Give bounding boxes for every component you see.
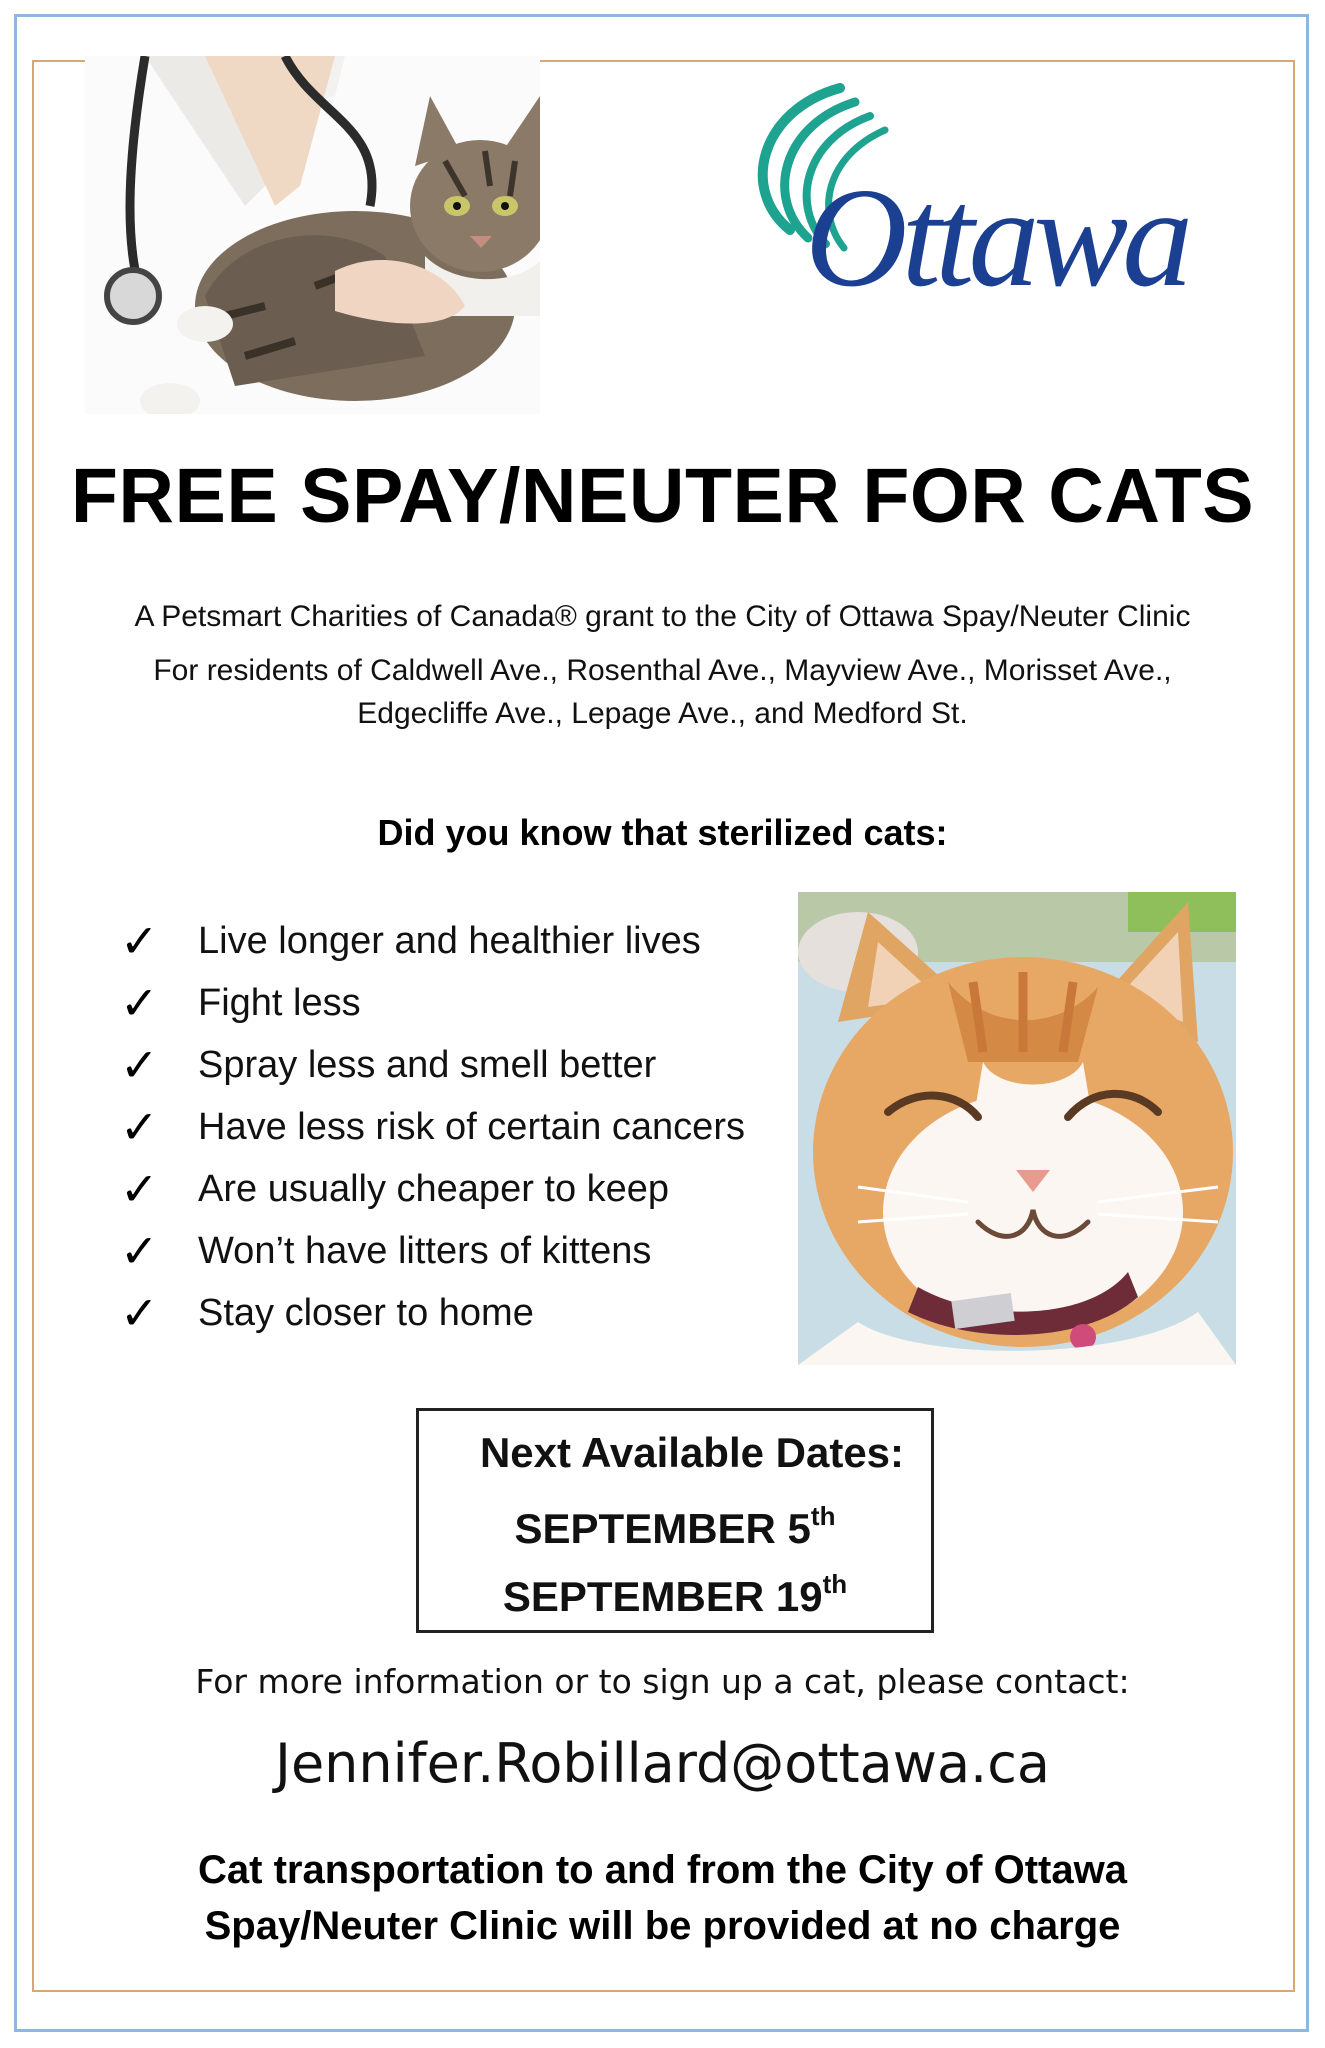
benefit-text: Won’t have litters of kittens [198, 1229, 652, 1272]
date-2-suffix: th [822, 1569, 848, 1599]
grant-line: A Petsmart Charities of Canada® grant to the City of Ottawa Spay/Neuter Clinic [134, 600, 1191, 633]
benefit-text: Stay closer to home [198, 1291, 534, 1334]
residents-line: For residents of Caldwell Ave., Rosenthal Ave., Mayview Ave., Morisset Ave., [153, 654, 1172, 687]
date-1-suffix: th [810, 1501, 836, 1531]
date-2-text: SEPTEMBER 19 [502, 1573, 823, 1620]
checkmark-icon: ✓ [120, 1287, 159, 1339]
checkmark-icon: ✓ [120, 977, 159, 1029]
smiling-cat-photo [798, 892, 1236, 1365]
benefit-text: Spray less and smell better [198, 1043, 657, 1086]
checkmark-icon: ✓ [120, 915, 159, 967]
date-2 [419, 1569, 931, 1621]
residents-line-2: Edgecliffe Ave., Lepage Ave., and Medford St. [357, 697, 968, 730]
transport-note: Cat transportation to and from the City of Ottawa [198, 1848, 1127, 1892]
benefit-text: Live longer and healthier lives [198, 919, 701, 962]
benefits-heading: Did you know that sterilized cats: [377, 812, 948, 853]
contact-email: Jennifer.Robillard@ottawa.ca [275, 1732, 1050, 1795]
list-item [120, 1282, 745, 1344]
transport-note-2: Spay/Neuter Clinic will be provided at no charge [204, 1904, 1121, 1948]
list-item [120, 1158, 745, 1220]
benefits-list [120, 910, 745, 1344]
list-item [120, 1096, 745, 1158]
list-item [120, 1034, 745, 1096]
list-item [120, 910, 745, 972]
dates-box [416, 1408, 934, 1633]
dates-heading: Next Available Dates: [479, 1429, 905, 1476]
benefit-text: Are usually cheaper to keep [198, 1167, 670, 1210]
contact-prompt: For more information or to sign up a cat, please contact: [195, 1662, 1130, 1701]
vet-with-cat-photo [85, 56, 540, 414]
checkmark-icon: ✓ [120, 1039, 159, 1091]
page-title: FREE SPAY/NEUTER FOR CATS [70, 453, 1255, 539]
date-1 [419, 1501, 931, 1553]
benefit-text: Have less risk of certain cancers [198, 1105, 745, 1148]
date-1-text: SEPTEMBER 5 [514, 1505, 811, 1552]
list-item [120, 972, 745, 1034]
list-item [120, 1220, 745, 1282]
checkmark-icon: ✓ [120, 1225, 159, 1277]
logo-wordmark: Ottawa [805, 158, 1188, 300]
benefit-text: Fight less [198, 981, 361, 1024]
checkmark-icon: ✓ [120, 1101, 159, 1153]
checkmark-icon: ✓ [120, 1163, 159, 1215]
ottawa-logo [720, 80, 1240, 300]
